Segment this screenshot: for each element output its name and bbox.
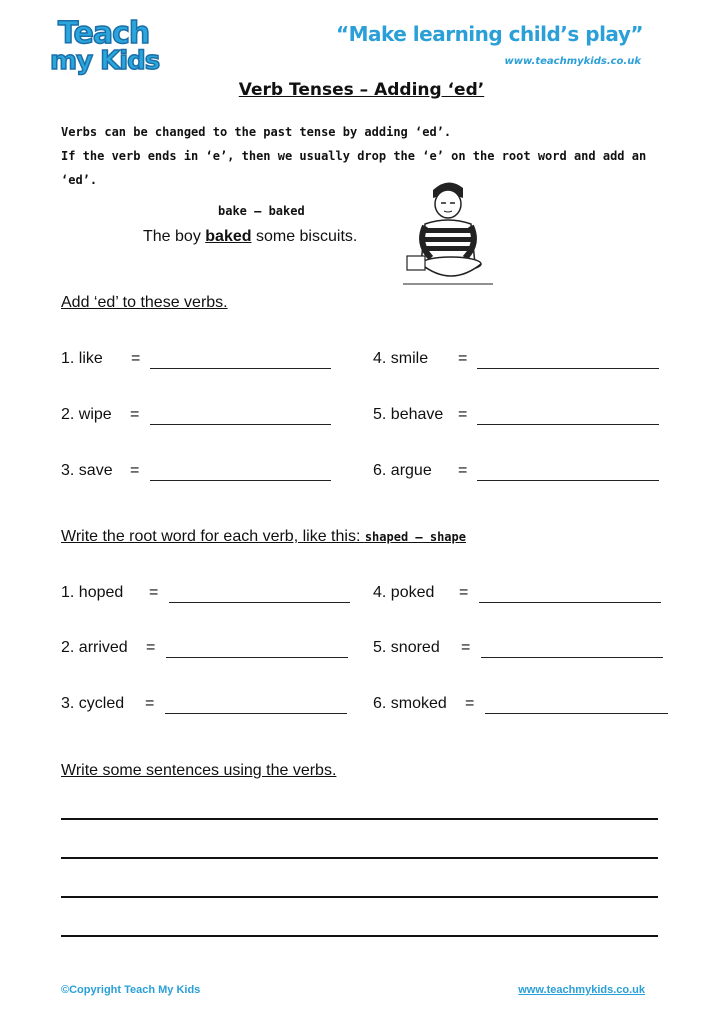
intro-line1: Verbs can be changed to the past tense by adding ‘ed’. (61, 125, 452, 139)
header-website: www.teachmykids.co.uk (504, 56, 641, 67)
s2-verb-2: 2. arrived (61, 639, 128, 656)
s2-equals-3: = (145, 695, 155, 712)
s2-equals-1: = (149, 584, 159, 601)
s1-answer-5[interactable] (477, 408, 659, 425)
s1-equals-3: = (130, 462, 140, 479)
example-sentence-post: some biscuits. (251, 228, 358, 245)
example-sentence (143, 228, 357, 246)
logo-line1: Teach (58, 16, 150, 51)
section2-heading-text: Write the root word for each verb, like this: (61, 528, 365, 545)
s1-verb-3: 3. save (61, 462, 113, 479)
intro-text (61, 120, 661, 192)
section3-heading: Write some sentences using the verbs. (61, 762, 337, 779)
s2-answer-5[interactable] (481, 641, 663, 658)
boy-baking-illustration (403, 172, 493, 290)
footer-website-link[interactable]: www.teachmykids.co.uk (518, 984, 645, 996)
s1-verb-4: 4. smile (373, 350, 429, 367)
section2-example: shaped – shape (364, 530, 466, 544)
sentence-line-3[interactable] (61, 896, 658, 898)
s2-answer-2[interactable] (166, 641, 348, 658)
s2-equals-6: = (465, 695, 475, 712)
sentence-line-2[interactable] (61, 857, 658, 859)
s1-answer-3[interactable] (150, 464, 331, 481)
s2-verb-4: 4. poked (373, 584, 435, 601)
s2-verb-1: 1. hoped (61, 584, 124, 601)
s1-equals-2: = (130, 406, 140, 423)
logo-line2: my Kids (50, 46, 160, 76)
section2-heading (61, 528, 466, 546)
section1-heading: Add ‘ed’ to these verbs. (61, 294, 228, 311)
s2-answer-6[interactable] (485, 697, 668, 714)
sentence-line-1[interactable] (61, 818, 658, 820)
s2-answer-1[interactable] (169, 586, 350, 603)
page-title: Verb Tenses – Adding ‘ed’ (238, 80, 485, 100)
example-sentence-bold: baked (205, 228, 252, 245)
tagline: “Make learning child’s play” (335, 22, 643, 46)
intro-line2: If the verb ends in ‘e’, then we usually drop the ‘e’ on the root word and add an (61, 149, 647, 163)
s1-answer-4[interactable] (477, 352, 659, 369)
s1-verb-2: 2. wipe (61, 406, 112, 423)
s2-equals-4: = (459, 584, 469, 601)
intro-line3: ‘ed’. (61, 173, 98, 187)
s1-verb-1: 1. like (61, 350, 103, 367)
footer-copyright: ©Copyright Teach My Kids (61, 984, 201, 996)
s2-verb-3: 3. cycled (61, 695, 125, 712)
s2-verb-5: 5. snored (373, 639, 440, 656)
s1-verb-6: 6. argue (373, 462, 432, 479)
teachmykids-logo (50, 16, 160, 76)
s2-answer-4[interactable] (479, 586, 661, 603)
example-sentence-pre: The boy (143, 228, 206, 245)
s1-equals-5: = (458, 406, 468, 423)
s1-equals-6: = (458, 462, 468, 479)
s2-equals-5: = (461, 639, 471, 656)
s1-equals-4: = (458, 350, 468, 367)
s1-verb-5: 5. behave (373, 406, 444, 423)
s1-equals-1: = (131, 350, 141, 367)
sentence-line-4[interactable] (61, 935, 658, 937)
s2-equals-2: = (146, 639, 156, 656)
s1-answer-2[interactable] (150, 408, 331, 425)
s2-answer-3[interactable] (165, 697, 347, 714)
s1-answer-1[interactable] (150, 352, 331, 369)
s1-answer-6[interactable] (477, 464, 659, 481)
example-pair: bake – baked (218, 204, 305, 218)
s2-verb-6: 6. smoked (373, 695, 447, 712)
